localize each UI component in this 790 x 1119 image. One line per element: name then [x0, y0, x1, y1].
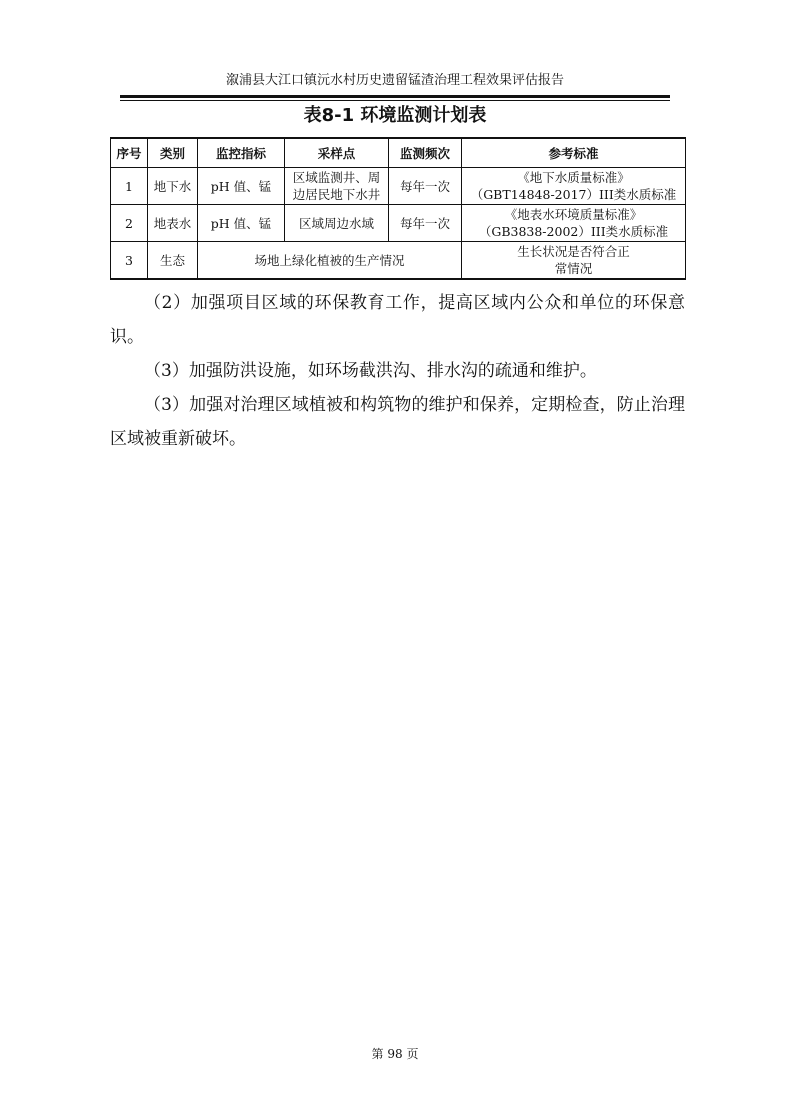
standard-line: 常情况 [554, 261, 593, 276]
col-header-no: 序号 [111, 138, 148, 168]
standard-line: （GBT14848-2017）III类水质标准 [470, 187, 677, 202]
cell-category: 生态 [148, 242, 198, 280]
sampling-line: 边居民地下水井 [292, 187, 381, 202]
table-title: 表8-1 环境监测计划表 [303, 105, 487, 126]
cell-no: 3 [111, 242, 148, 280]
paragraph: （3）加强防洪设施，如环场截洪沟、排水沟的疏通和维护。 [144, 361, 597, 381]
cell-category: 地表水 [148, 205, 198, 242]
sampling-line: 区域监测井、周 [292, 170, 381, 185]
cell-sampling: 区域周边水域 [285, 205, 389, 242]
table-header-row [111, 138, 686, 168]
col-header-standard: 参考标准 [462, 138, 686, 168]
table-row [111, 242, 686, 280]
col-header-sampling: 采样点 [285, 138, 389, 168]
col-header-indicator: 监控指标 [198, 138, 285, 168]
cell-standard [462, 205, 686, 242]
cell-merged-description: 场地上绿化植被的生产情况 [198, 242, 462, 280]
cell-indicator: pH 值、锰 [198, 205, 285, 242]
table-row [111, 205, 686, 242]
header-rule-thick [120, 95, 670, 98]
page-number: 第 98 页 [371, 1047, 419, 1061]
cell-no: 1 [111, 168, 148, 205]
standard-line: 《地下水质量标准》 [517, 170, 630, 185]
paragraph: （3）加强对治理区域植被和构筑物的维护和保养，定期检查，防止治理区域被重新破坏。 [110, 395, 685, 449]
standard-line: 《地表水环境质量标准》 [504, 207, 643, 222]
cell-standard [462, 242, 686, 280]
header-rule-thin [120, 100, 670, 101]
cell-no: 2 [111, 205, 148, 242]
cell-category: 地下水 [148, 168, 198, 205]
standard-line: （GB3838-2002）III类水质标准 [478, 224, 669, 239]
table-row [111, 168, 686, 205]
page-header: 溆浦县大江口镇沅水村历史遗留锰渣治理工程效果评估报告 [225, 73, 564, 88]
standard-line: 生长状况是否符合正 [517, 244, 630, 259]
col-header-category: 类别 [148, 138, 198, 168]
paragraph: （2）加强项目区域的环保教育工作，提高区域内公众和单位的环保意识。 [110, 293, 685, 347]
cell-sampling [285, 168, 389, 205]
col-header-frequency: 监测频次 [389, 138, 462, 168]
cell-standard [462, 168, 686, 205]
monitoring-plan-table [110, 137, 686, 280]
cell-frequency: 每年一次 [389, 168, 462, 205]
cell-indicator: pH 值、锰 [198, 168, 285, 205]
cell-frequency: 每年一次 [389, 205, 462, 242]
body-text [110, 286, 685, 456]
